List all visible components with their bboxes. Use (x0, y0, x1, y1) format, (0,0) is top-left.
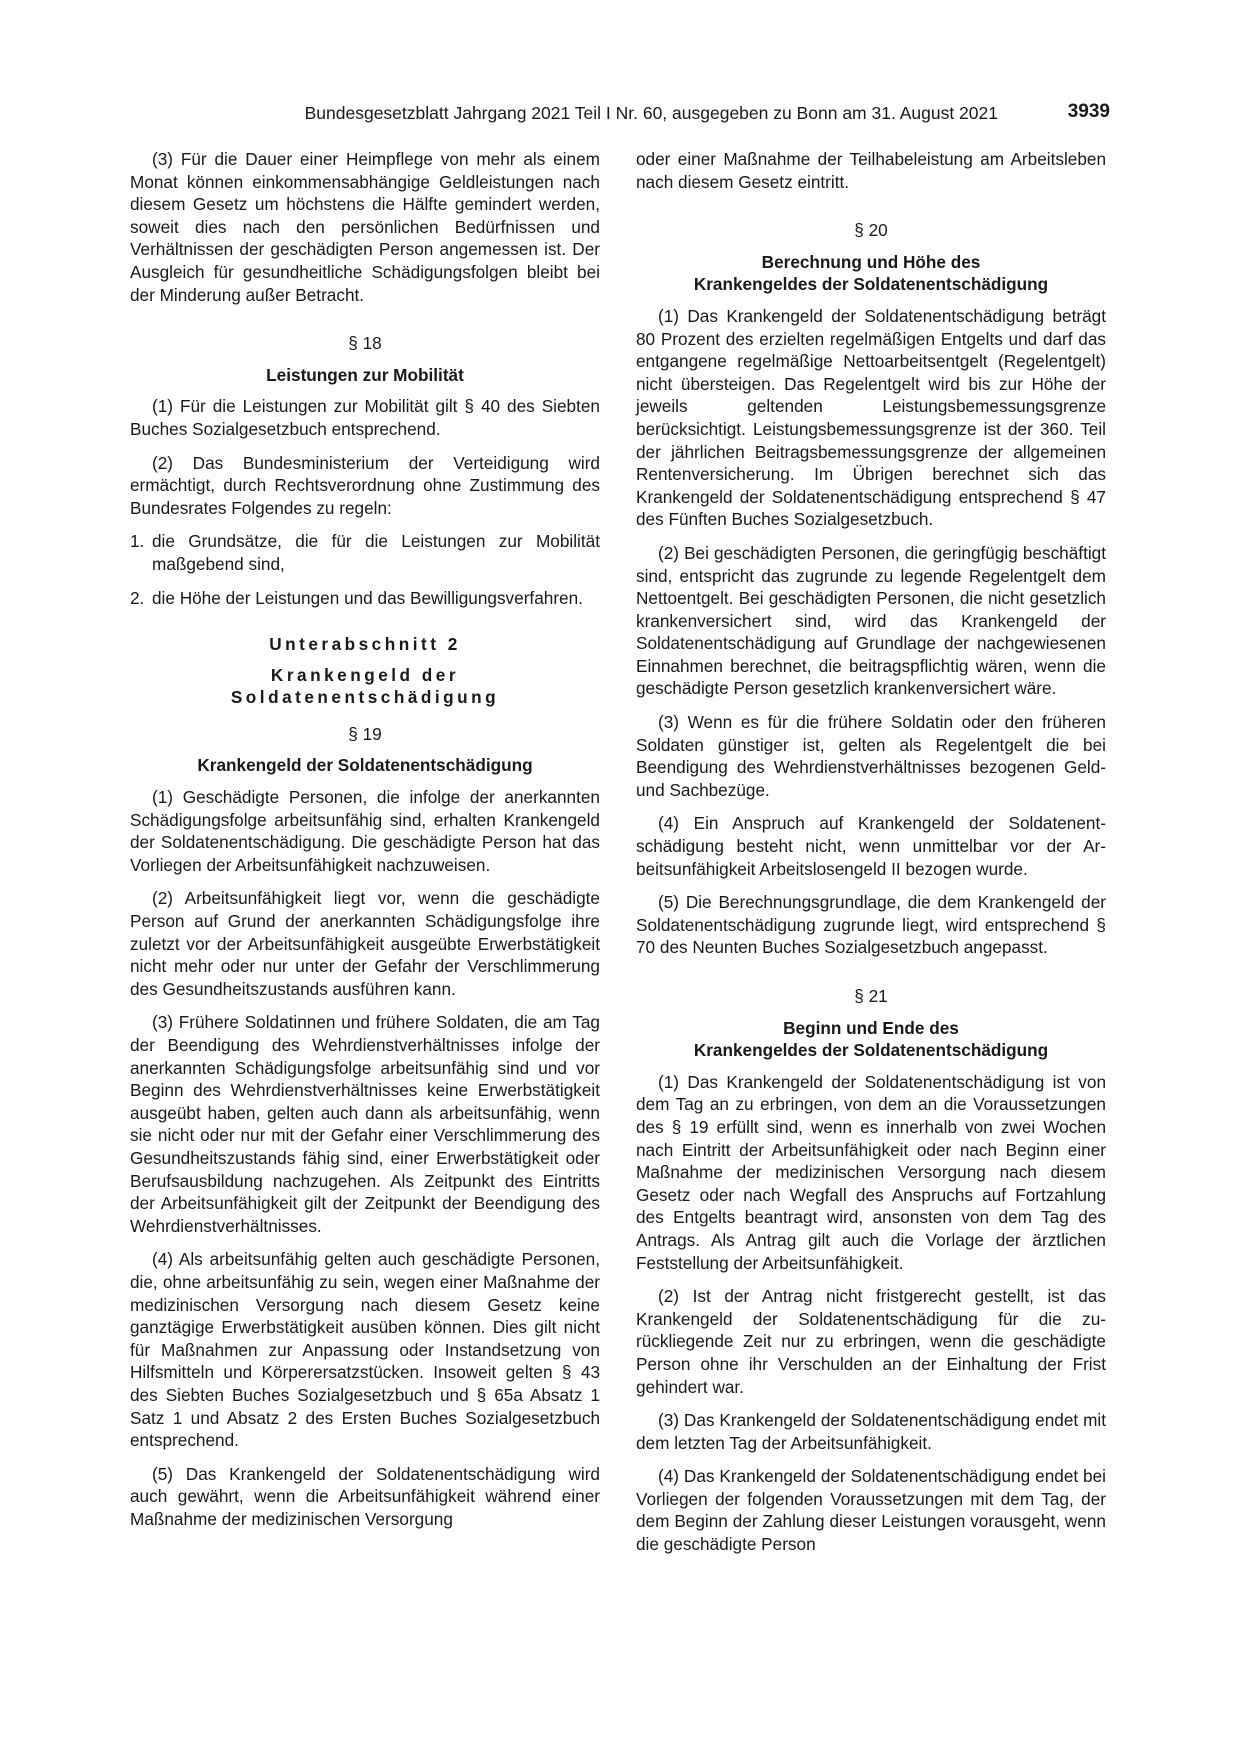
section-18-number: § 18 (348, 333, 382, 354)
section-19-paragraph-3: (3) Frühere Soldatinnen und frühere Soldaten, die am Tag der Beendigung des Wehrdienstverhältnisses infolge der anerkannten Schädigungsfolge arbeitsunfähig sind und vor Beginn des Wehrdienstverhältnisses keine Erwerbstätigkeit ausgeübt haben, gelten auch dann als arbeitsunfähig, wenn sie nicht oder nur mit der Gefahr einer Verschlimmerung des Gesundheitszustands fähig sind, einer Erwerbstätigkeit oder Berufsausbildung nachzugehen. Als Zeitpunkt des Eintritts der Arbeitsunfähigkeit gilt der Zeitpunkt der Beendigung des Wehrdienstverhältnisses. (130, 1012, 600, 1236)
section-18-list (130, 530, 600, 609)
section-20-title (636, 251, 1106, 296)
running-header (130, 101, 1110, 129)
section-20-title-line-1: Berechnung und Höhe des (761, 251, 981, 272)
section-19-paragraph-5: (5) Das Krankengeld der Soldatenentschädigung wird auch gewährt, wenn die Arbeitsunfähigkeit während einer Maßnahme der medizinischen Versorgung (130, 1463, 600, 1529)
section-21-number: § 21 (854, 986, 888, 1006)
section-21-paragraph-1: (1) Das Krankengeld der Soldatenentschädigung ist von dem Tag an zu erbringen, von dem an die Voraussetzungen des § 19 erfüllt sind, wenn es innerhalb von zwei Wochen nach Eintritt der Arbeitsunfähigkeit oder nach Beginn einer Maßnahme der medizinischen Versorgung nach diesem Gesetz oder nach Wegfall des Anspruchs auf Fortzahlung des Entgelts beantragt wird, ansonsten von dem Tag des Antrags. Als Antrag gilt auch die Vorlage der ärztlichen Feststellung der Arbeitsunfähigkeit. (636, 1071, 1106, 1273)
list-item-text: die Höhe der Leistungen und das Bewilligungsverfahren. (152, 587, 583, 608)
gazette-title: Bundesgesetzblatt Jahrgang 2021 Teil I Nr. 60, ausgegeben zu Bonn am 31. August 2021 (304, 103, 998, 123)
section-18-paragraph-1: (1) Für die Leistungen zur Mobilität gilt § 40 des Siebten Buches Sozialgesetzbuch entsprechend. (130, 396, 600, 439)
section-21-paragraph-3: (3) Das Krankengeld der Soldatenentschädigung endet mit dem letzten Tag der Arbeitsunfähigkeit. (636, 1410, 1106, 1453)
subsection-label: Unterabschnitt 2 (269, 634, 461, 655)
list-item-number: 1. (130, 531, 145, 552)
section-18-title: Leistungen zur Mobilität (266, 364, 464, 385)
section-21-title-line-2: Krankengeldes der Soldatenentschädigung (693, 1040, 1049, 1061)
section-21-paragraph-2: (2) Ist der Antrag nicht fristgerecht gestellt, ist das Krankengeld der Soldatenentschädigung für die zurückliegende Zeit nur zu erbringen, wenn die geschädigte Person ohne ihr Verschulden an der Einhaltung der Frist gehindert war. (636, 1286, 1106, 1397)
section-20-paragraph-2: (2) Bei geschädigten Personen, die geringfügig beschäftigt sind, entspricht das zugrunde zu legende Regelentgelt dem Nettoentgelt. Bei geschädigten Personen, die nicht gesetzlich krankenversichert sind, wird das Krankengeld der Soldatenentschädigung auf Grundlage der nachgewiesenen Einnahmen berechnet, die beitragspflichtig wären, wenn die geschädigte Person gesetzlich krankenversichert wäre. (636, 542, 1106, 699)
section-20-paragraph-3: (3) Wenn es für die frühere Soldatin oder den früheren Soldaten günstiger ist, gelten als Regelentgelt die bei Beendigung des Wehrdienstverhältnisses bezogenen Geld- und Sachbezüge. (636, 712, 1106, 800)
section-17-paragraph-3: (3) Für die Dauer einer Heimpflege von mehr als einem Monat können einkommensabhängige Geldleistungen nach diesem Gesetz um höchstens die Hälfte gemindert werden, soweit dies nach den persönlichen Bedürfnissen und Verhältnissen der geschädigten Person angemessen ist. Der Ausgleich für gesundheitliche Schädigungsfolgen bleibt bei der Minderung außer Betracht. (130, 149, 600, 305)
left-column (130, 148, 600, 1530)
section-20-paragraph-4: (4) Ein Anspruch auf Krankengeld der Soldatenentschädigung besteht nicht, wenn unmittelbar vor der Arbeitsunfähigkeit Arbeitslosengeld II bezogen wurde. (636, 813, 1106, 879)
list-item-text: die Grundsätze, die für die Leistungen zur Mobilität maßgebend sind, (152, 531, 600, 574)
subsection-title-line-2: Soldatenentschädigung (230, 687, 500, 708)
section-20-paragraph-1: (1) Das Krankengeld der Soldatenentschädigung beträgt 80 Prozent des erzielten regelmäßigen Entgelts und darf das entgangene regelmäßige Nettoarbeitsentgelt (Regelentgelt) nicht übersteigen. Das Regelentgelt wird bis zur Höhe der jeweils geltenden Leistungsbemessungsgrenze berücksichtigt. Leistungsbemessungsgrenze ist der 360. Teil der jährlichen Beitragsbemessungsgrenze der allgemeinen Rentenversicherung. Im Übrigen berechnet sich das Krankengeld der Soldatenentschädigung entsprechend § 47 des Fünften Buches Sozialgesetzbuch. (636, 305, 1106, 530)
right-column (636, 148, 1106, 1556)
section-18-paragraph-2: (2) Das Bundesministerium der Verteidigung wird ermächtigt, durch Rechtsverordnung ohne Zustimmung des Bundesrates Folgendes zu regeln: (130, 452, 600, 518)
section-19-paragraph-4: (4) Als arbeitsunfähig gelten auch geschädigte Personen, die, ohne arbeitsunfähig zu sein, wegen einer Maßnahme der medizinischen Versorgung nach diesem Gesetz keine ganztägige Erwerbstätigkeit ausüben können. Dies gilt nicht für Maßnahmen zur Anpassung oder Instandsetzung von Hilfsmitteln und Körperersatzstücken. Insoweit gelten § 43 des Siebten Buches Sozialgesetzbuch und § 65a Absatz 1 Satz 1 und Absatz 2 des Ersten Buches Sozialgesetzbuch entsprechend. (130, 1249, 600, 1451)
section-20-number: § 20 (854, 220, 888, 241)
section-19-title: Krankengeld der Soldatenentschädigung (197, 755, 533, 776)
list-item-number: 2. (130, 587, 145, 608)
section-19-paragraph-2: (2) Arbeitsunfähigkeit liegt vor, wenn die geschädigte Person auf Grund der anerkannten Schädigungsfolge ihre zuletzt vor der Arbeitsunfähigkeit ausgeübte Erwerbstätigkeit nicht mehr oder nur unter der Gefahr der Verschlimmerung des Gesundheitszustands ausführen kann. (130, 888, 600, 999)
list-item (130, 587, 600, 610)
page-number: 3939 (1067, 101, 1110, 122)
section-19-number: § 19 (348, 723, 382, 744)
section-21-title-line-1: Beginn und Ende des (783, 1017, 959, 1038)
section-19-paragraph-5-continued: oder einer Maßnahme der Teilhabeleistung am Arbeitsleben nach diesem Gesetz eintritt. (636, 149, 1106, 192)
section-21-title (636, 1017, 1106, 1062)
list-item (130, 530, 600, 575)
section-20-paragraph-5: (5) Die Berechnungsgrundlage, die dem Krankengeld der Soldatenentschädigung zugrunde liegt, wird entsprechend § 70 des Neunten Buches Sozialgesetzbuch angepasst. (636, 892, 1106, 958)
section-20-title-line-2: Krankengeldes der Soldatenentschädigung (693, 274, 1049, 295)
section-21-paragraph-4: (4) Das Krankengeld der Soldatenentschädigung endet bei Vorliegen der folgenden Voraussetzungen mit dem Tag, der dem Beginn der Zahlung dieser Leistungen vorausgeht, wenn die geschädigte Person (636, 1466, 1106, 1555)
section-19-paragraph-1: (1) Geschädigte Personen, die infolge der anerkannten Schädigungsfolge arbeitsunfähig sind, erhalten Krankengeld der Soldatenentschädigung. Die geschädigte Person hat das Vorliegen der Arbeitsunfähigkeit nachzuweisen. (130, 787, 600, 875)
subsection-title-line-1: Krankengeld der (270, 664, 460, 685)
